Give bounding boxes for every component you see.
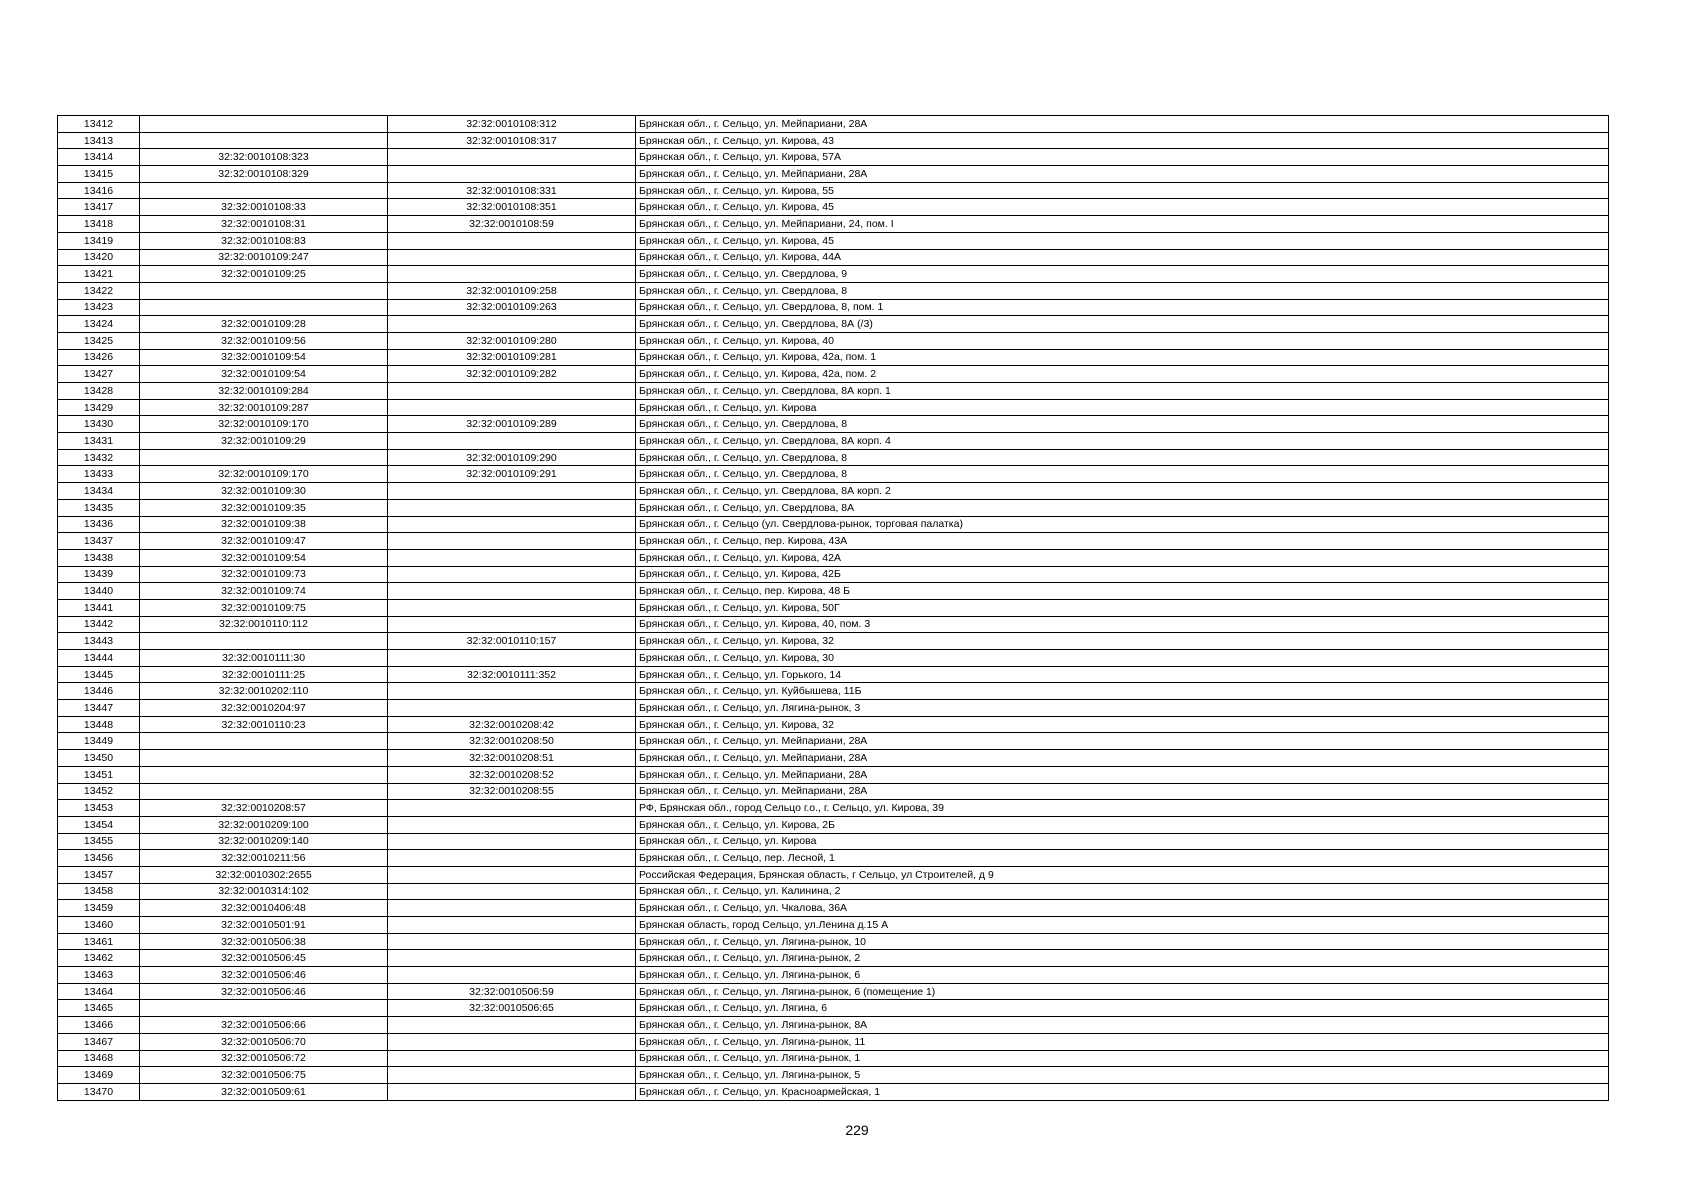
cadastral-number-cell: 32:32:0010109:28 (140, 316, 388, 333)
table-row (58, 566, 1609, 583)
related-cadastral-number-cell (388, 883, 636, 900)
related-cadastral-number-cell (388, 900, 636, 917)
table-row (58, 266, 1609, 283)
address-cell: Брянская обл., г. Сельцо, ул. Кирова, 50Г (636, 599, 1609, 616)
cadastral-number-cell: 32:32:0010506:70 (140, 1033, 388, 1050)
related-cadastral-number-cell (388, 1050, 636, 1067)
row-number-cell: 13422 (58, 282, 140, 299)
row-number-cell: 13440 (58, 583, 140, 600)
address-cell: Брянская обл., г. Сельцо, ул. Кирова, 42а, пом. 2 (636, 366, 1609, 383)
address-cell: Брянская область, город Сельцо, ул.Ленина д.15 А (636, 917, 1609, 934)
row-number-cell: 13453 (58, 800, 140, 817)
table-row (58, 199, 1609, 216)
row-number-cell: 13452 (58, 783, 140, 800)
cadastral-number-cell: 32:32:0010109:54 (140, 349, 388, 366)
related-cadastral-number-cell: 32:32:0010109:280 (388, 332, 636, 349)
table-row (58, 466, 1609, 483)
row-number-cell: 13467 (58, 1033, 140, 1050)
related-cadastral-number-cell: 32:32:0010111:352 (388, 666, 636, 683)
cadastral-number-cell: 32:32:0010109:38 (140, 516, 388, 533)
property-registry-table (57, 115, 1609, 1101)
cadastral-number-cell: 32:32:0010109:74 (140, 583, 388, 600)
row-number-cell: 13434 (58, 483, 140, 500)
address-cell: Брянская обл., г. Сельцо, ул. Кирова, 45 (636, 232, 1609, 249)
cadastral-number-cell: 32:32:0010109:73 (140, 566, 388, 583)
row-number-cell: 13428 (58, 383, 140, 400)
cadastral-number-cell: 32:32:0010506:46 (140, 983, 388, 1000)
row-number-cell: 13432 (58, 449, 140, 466)
address-cell: Брянская обл., г. Сельцо, пер. Кирова, 43А (636, 533, 1609, 550)
table-row (58, 366, 1609, 383)
cadastral-number-cell: 32:32:0010501:91 (140, 917, 388, 934)
related-cadastral-number-cell (388, 1033, 636, 1050)
cadastral-number-cell: 32:32:0010506:46 (140, 967, 388, 984)
related-cadastral-number-cell: 32:32:0010208:50 (388, 733, 636, 750)
related-cadastral-number-cell: 32:32:0010506:65 (388, 1000, 636, 1017)
related-cadastral-number-cell (388, 266, 636, 283)
address-cell: Брянская обл., г. Сельцо, ул. Мейпариани, 28А (636, 166, 1609, 183)
address-cell: Брянская обл., г. Сельцо, ул. Кирова, 42а, пом. 1 (636, 349, 1609, 366)
table-row (58, 399, 1609, 416)
cadastral-number-cell (140, 733, 388, 750)
row-number-cell: 13438 (58, 549, 140, 566)
row-number-cell: 13421 (58, 266, 140, 283)
cadastral-number-cell: 32:32:0010506:75 (140, 1067, 388, 1084)
address-cell: Брянская обл., г. Сельцо, ул. Свердлова, 8 (636, 416, 1609, 433)
table-row (58, 683, 1609, 700)
related-cadastral-number-cell (388, 933, 636, 950)
address-cell: Брянская обл., г. Сельцо, пер. Лесной, 1 (636, 850, 1609, 867)
table-row (58, 616, 1609, 633)
address-cell: Брянская обл., г. Сельцо, ул. Калинина, 2 (636, 883, 1609, 900)
related-cadastral-number-cell (388, 683, 636, 700)
related-cadastral-number-cell (388, 1067, 636, 1084)
related-cadastral-number-cell (388, 917, 636, 934)
table-row (58, 499, 1609, 516)
table-row (58, 249, 1609, 266)
table-row (58, 416, 1609, 433)
address-cell: Брянская обл., г. Сельцо, ул. Свердлова, 9 (636, 266, 1609, 283)
row-number-cell: 13429 (58, 399, 140, 416)
row-number-cell: 13468 (58, 1050, 140, 1067)
address-cell: Брянская обл., г. Сельцо, ул. Свердлова, 8 (636, 282, 1609, 299)
address-cell: Брянская обл., г. Сельцо, ул. Кирова, 40 (636, 332, 1609, 349)
cadastral-number-cell: 32:32:0010406:48 (140, 900, 388, 917)
row-number-cell: 13469 (58, 1067, 140, 1084)
related-cadastral-number-cell (388, 650, 636, 667)
row-number-cell: 13445 (58, 666, 140, 683)
related-cadastral-number-cell (388, 599, 636, 616)
table-row (58, 1067, 1609, 1084)
address-cell: Брянская обл., г. Сельцо, ул. Кирова, 32 (636, 633, 1609, 650)
row-number-cell: 13457 (58, 866, 140, 883)
cadastral-number-cell: 32:32:0010506:38 (140, 933, 388, 950)
cadastral-number-cell (140, 449, 388, 466)
table-row (58, 633, 1609, 650)
cadastral-number-cell (140, 750, 388, 767)
cadastral-number-cell: 32:32:0010108:33 (140, 199, 388, 216)
row-number-cell: 13447 (58, 700, 140, 717)
address-cell: Брянская обл., г. Сельцо, ул. Лягина-рынок, 6 (помещение 1) (636, 983, 1609, 1000)
related-cadastral-number-cell (388, 483, 636, 500)
address-cell: Брянская обл., г. Сельцо, ул. Кирова, 43 (636, 132, 1609, 149)
row-number-cell: 13461 (58, 933, 140, 950)
row-number-cell: 13413 (58, 132, 140, 149)
cadastral-number-cell: 32:32:0010108:83 (140, 232, 388, 249)
related-cadastral-number-cell (388, 1017, 636, 1034)
related-cadastral-number-cell: 32:32:0010109:289 (388, 416, 636, 433)
address-cell: Брянская обл., г. Сельцо, ул. Свердлова, 8 (636, 466, 1609, 483)
address-cell: Брянская обл., г. Сельцо, ул. Кирова, 32 (636, 716, 1609, 733)
address-cell: Брянская обл., г. Сельцо, ул. Свердлова, 8А корп. 1 (636, 383, 1609, 400)
cadastral-number-cell: 32:32:0010108:329 (140, 166, 388, 183)
related-cadastral-number-cell (388, 967, 636, 984)
row-number-cell: 13425 (58, 332, 140, 349)
row-number-cell: 13455 (58, 833, 140, 850)
related-cadastral-number-cell (388, 833, 636, 850)
cadastral-number-cell: 32:32:0010108:31 (140, 216, 388, 233)
row-number-cell: 13431 (58, 433, 140, 450)
row-number-cell: 13446 (58, 683, 140, 700)
row-number-cell: 13433 (58, 466, 140, 483)
row-number-cell: 13443 (58, 633, 140, 650)
row-number-cell: 13466 (58, 1017, 140, 1034)
table-row (58, 149, 1609, 166)
cadastral-number-cell (140, 282, 388, 299)
address-cell: Брянская обл., г. Сельцо, ул. Мейпариани, 28А (636, 766, 1609, 783)
row-number-cell: 13454 (58, 816, 140, 833)
row-number-cell: 13459 (58, 900, 140, 917)
cadastral-number-cell: 32:32:0010109:247 (140, 249, 388, 266)
row-number-cell: 13470 (58, 1083, 140, 1100)
cadastral-number-cell: 32:32:0010506:45 (140, 950, 388, 967)
address-cell: Брянская обл., г. Сельцо, пер. Кирова, 48 Б (636, 583, 1609, 600)
cadastral-number-cell: 32:32:0010208:57 (140, 800, 388, 817)
table-row (58, 1050, 1609, 1067)
related-cadastral-number-cell: 32:32:0010506:59 (388, 983, 636, 1000)
table-row (58, 282, 1609, 299)
address-cell: Брянская обл., г. Сельцо, ул. Красноармейская, 1 (636, 1083, 1609, 1100)
row-number-cell: 13456 (58, 850, 140, 867)
table-row (58, 866, 1609, 883)
address-cell: Брянская обл., г. Сельцо, ул. Лягина-рынок, 10 (636, 933, 1609, 950)
related-cadastral-number-cell: 32:32:0010108:351 (388, 199, 636, 216)
row-number-cell: 13442 (58, 616, 140, 633)
address-cell: Брянская обл., г. Сельцо, ул. Свердлова, 8А корп. 4 (636, 433, 1609, 450)
related-cadastral-number-cell (388, 166, 636, 183)
row-number-cell: 13458 (58, 883, 140, 900)
cadastral-number-cell: 32:32:0010209:100 (140, 816, 388, 833)
cadastral-number-cell: 32:32:0010109:170 (140, 466, 388, 483)
table-row (58, 967, 1609, 984)
address-cell: Брянская обл., г. Сельцо, ул. Кирова, 40, пом. 3 (636, 616, 1609, 633)
cadastral-number-cell: 32:32:0010506:66 (140, 1017, 388, 1034)
address-cell: Брянская обл., г. Сельцо, ул. Куйбышева, 11Б (636, 683, 1609, 700)
address-cell: Брянская обл., г. Сельцо, ул. Свердлова, 8, пом. 1 (636, 299, 1609, 316)
address-cell: Брянская обл., г. Сельцо, ул. Горького, 14 (636, 666, 1609, 683)
cadastral-number-cell: 32:32:0010109:30 (140, 483, 388, 500)
cadastral-number-cell: 32:32:0010314:102 (140, 883, 388, 900)
related-cadastral-number-cell: 32:32:0010109:258 (388, 282, 636, 299)
address-cell: Брянская обл., г. Сельцо, ул. Кирова, 55 (636, 182, 1609, 199)
row-number-cell: 13423 (58, 299, 140, 316)
address-cell: Брянская обл., г. Сельцо, ул. Свердлова, 8А корп. 2 (636, 483, 1609, 500)
table-row (58, 299, 1609, 316)
row-number-cell: 13463 (58, 967, 140, 984)
related-cadastral-number-cell (388, 516, 636, 533)
table-row (58, 833, 1609, 850)
row-number-cell: 13437 (58, 533, 140, 550)
table-row (58, 383, 1609, 400)
cadastral-number-cell (140, 132, 388, 149)
address-cell: Брянская обл., г. Сельцо, ул. Кирова (636, 833, 1609, 850)
table-row (58, 533, 1609, 550)
cadastral-number-cell: 32:32:0010110:112 (140, 616, 388, 633)
address-cell: Брянская обл., г. Сельцо, ул. Мейпариани, 24, пом. I (636, 216, 1609, 233)
row-number-cell: 13444 (58, 650, 140, 667)
table-row (58, 132, 1609, 149)
table-row (58, 1000, 1609, 1017)
table-row (58, 650, 1609, 667)
table-row (58, 316, 1609, 333)
page-number: 229 (845, 1122, 869, 1138)
related-cadastral-number-cell (388, 566, 636, 583)
cadastral-number-cell: 32:32:0010109:35 (140, 499, 388, 516)
table-row (58, 349, 1609, 366)
cadastral-number-cell: 32:32:0010109:287 (140, 399, 388, 416)
table-row (58, 700, 1609, 717)
table-row (58, 332, 1609, 349)
cadastral-number-cell: 32:32:0010109:54 (140, 549, 388, 566)
related-cadastral-number-cell (388, 850, 636, 867)
related-cadastral-number-cell: 32:32:0010109:290 (388, 449, 636, 466)
table-row (58, 182, 1609, 199)
address-cell: Брянская обл., г. Сельцо, ул. Лягина-рынок, 1 (636, 1050, 1609, 1067)
row-number-cell: 13426 (58, 349, 140, 366)
related-cadastral-number-cell (388, 499, 636, 516)
address-cell: Брянская обл., г. Сельцо, ул. Чкалова, 36А (636, 900, 1609, 917)
row-number-cell: 13424 (58, 316, 140, 333)
row-number-cell: 13441 (58, 599, 140, 616)
address-cell: Брянская обл., г. Сельцо, ул. Кирова, 57А (636, 149, 1609, 166)
row-number-cell: 13435 (58, 499, 140, 516)
table-row (58, 166, 1609, 183)
table-row (58, 483, 1609, 500)
cadastral-number-cell (140, 116, 388, 133)
related-cadastral-number-cell: 32:32:0010108:317 (388, 132, 636, 149)
cadastral-number-cell (140, 299, 388, 316)
address-cell: Брянская обл., г. Сельцо, ул. Кирова, 45 (636, 199, 1609, 216)
address-cell: Брянская обл., г. Сельцо, ул. Лягина-рынок, 5 (636, 1067, 1609, 1084)
row-number-cell: 13465 (58, 1000, 140, 1017)
table-row (58, 900, 1609, 917)
cadastral-number-cell: 32:32:0010109:75 (140, 599, 388, 616)
row-number-cell: 13449 (58, 733, 140, 750)
address-cell: Брянская обл., г. Сельцо, ул. Кирова, 2Б (636, 816, 1609, 833)
row-number-cell: 13464 (58, 983, 140, 1000)
address-cell: Брянская обл., г. Сельцо, ул. Свердлова, 8А (/3) (636, 316, 1609, 333)
table-row (58, 433, 1609, 450)
table-row (58, 983, 1609, 1000)
related-cadastral-number-cell: 32:32:0010108:312 (388, 116, 636, 133)
related-cadastral-number-cell (388, 1083, 636, 1100)
table-row (58, 883, 1609, 900)
cadastral-number-cell: 32:32:0010111:25 (140, 666, 388, 683)
row-number-cell: 13430 (58, 416, 140, 433)
related-cadastral-number-cell (388, 383, 636, 400)
row-number-cell: 13439 (58, 566, 140, 583)
table-row (58, 599, 1609, 616)
row-number-cell: 13451 (58, 766, 140, 783)
cadastral-number-cell: 32:32:0010110:23 (140, 716, 388, 733)
address-cell: Брянская обл., г. Сельцо, ул. Лягина-рынок, 8А (636, 1017, 1609, 1034)
related-cadastral-number-cell: 32:32:0010208:55 (388, 783, 636, 800)
related-cadastral-number-cell: 32:32:0010109:263 (388, 299, 636, 316)
table-row (58, 850, 1609, 867)
address-cell: Брянская обл., г. Сельцо, ул. Кирова (636, 399, 1609, 416)
address-cell: Брянская обл., г. Сельцо, ул. Мейпариани, 28А (636, 116, 1609, 133)
table-row (58, 449, 1609, 466)
related-cadastral-number-cell (388, 549, 636, 566)
address-cell: Брянская обл., г. Сельцо, ул. Лягина-рынок, 2 (636, 950, 1609, 967)
related-cadastral-number-cell (388, 316, 636, 333)
table-row (58, 800, 1609, 817)
cadastral-number-cell (140, 182, 388, 199)
address-cell: Брянская обл., г. Сельцо, ул. Кирова, 30 (636, 650, 1609, 667)
related-cadastral-number-cell: 32:32:0010108:59 (388, 216, 636, 233)
table-row (58, 516, 1609, 533)
row-number-cell: 13427 (58, 366, 140, 383)
table-row (58, 583, 1609, 600)
related-cadastral-number-cell: 32:32:0010208:42 (388, 716, 636, 733)
address-cell: Брянская обл., г. Сельцо, ул. Мейпариани, 28А (636, 733, 1609, 750)
table-row (58, 1017, 1609, 1034)
address-cell: Брянская обл., г. Сельцо (ул. Свердлова-рынок, торговая палатка) (636, 516, 1609, 533)
related-cadastral-number-cell (388, 149, 636, 166)
address-cell: Брянская обл., г. Сельцо, ул. Кирова, 44А (636, 249, 1609, 266)
related-cadastral-number-cell (388, 800, 636, 817)
cadastral-number-cell: 32:32:0010109:170 (140, 416, 388, 433)
row-number-cell: 13416 (58, 182, 140, 199)
related-cadastral-number-cell (388, 816, 636, 833)
related-cadastral-number-cell (388, 583, 636, 600)
cadastral-number-cell: 32:32:0010302:2655 (140, 866, 388, 883)
row-number-cell: 13462 (58, 950, 140, 967)
table-row (58, 933, 1609, 950)
table-row (58, 816, 1609, 833)
row-number-cell: 13414 (58, 149, 140, 166)
address-cell: Брянская обл., г. Сельцо, ул. Мейпариани, 28А (636, 750, 1609, 767)
cadastral-number-cell: 32:32:0010509:61 (140, 1083, 388, 1100)
cadastral-number-cell: 32:32:0010109:25 (140, 266, 388, 283)
address-cell: Брянская обл., г. Сельцо, ул. Лягина-рынок, 6 (636, 967, 1609, 984)
related-cadastral-number-cell (388, 616, 636, 633)
table-row (58, 1033, 1609, 1050)
table-row (58, 666, 1609, 683)
cadastral-number-cell: 32:32:0010109:54 (140, 366, 388, 383)
table-row (58, 116, 1609, 133)
cadastral-number-cell (140, 783, 388, 800)
row-number-cell: 13418 (58, 216, 140, 233)
related-cadastral-number-cell: 32:32:0010208:52 (388, 766, 636, 783)
address-cell: Брянская обл., г. Сельцо, ул. Кирова, 42А (636, 549, 1609, 566)
row-number-cell: 13420 (58, 249, 140, 266)
cadastral-number-cell (140, 766, 388, 783)
cadastral-number-cell (140, 1000, 388, 1017)
row-number-cell: 13417 (58, 199, 140, 216)
row-number-cell: 13412 (58, 116, 140, 133)
related-cadastral-number-cell: 32:32:0010208:51 (388, 750, 636, 767)
related-cadastral-number-cell (388, 533, 636, 550)
related-cadastral-number-cell: 32:32:0010109:281 (388, 349, 636, 366)
table-row (58, 549, 1609, 566)
row-number-cell: 13415 (58, 166, 140, 183)
cadastral-number-cell: 32:32:0010506:72 (140, 1050, 388, 1067)
address-cell: Брянская обл., г. Сельцо, ул. Свердлова, 8 (636, 449, 1609, 466)
table-row (58, 766, 1609, 783)
address-cell: Брянская обл., г. Сельцо, ул. Лягина-рынок, 3 (636, 700, 1609, 717)
row-number-cell: 13419 (58, 232, 140, 249)
table-row (58, 917, 1609, 934)
related-cadastral-number-cell (388, 249, 636, 266)
table-row (58, 750, 1609, 767)
address-cell: Брянская обл., г. Сельцо, ул. Лягина, 6 (636, 1000, 1609, 1017)
row-number-cell: 13460 (58, 917, 140, 934)
table-row (58, 216, 1609, 233)
related-cadastral-number-cell: 32:32:0010108:331 (388, 182, 636, 199)
registry-table-body (58, 116, 1609, 1101)
cadastral-number-cell (140, 633, 388, 650)
cadastral-number-cell: 32:32:0010109:56 (140, 332, 388, 349)
related-cadastral-number-cell (388, 700, 636, 717)
address-cell: Российская Федерация, Брянская область, г Сельцо, ул Строителей, д 9 (636, 866, 1609, 883)
cadastral-number-cell: 32:32:0010111:30 (140, 650, 388, 667)
table-row (58, 232, 1609, 249)
related-cadastral-number-cell (388, 950, 636, 967)
address-cell: Брянская обл., г. Сельцо, ул. Свердлова, 8А (636, 499, 1609, 516)
related-cadastral-number-cell: 32:32:0010109:282 (388, 366, 636, 383)
table-row (58, 716, 1609, 733)
cadastral-number-cell: 32:32:0010109:29 (140, 433, 388, 450)
table-row (58, 1083, 1609, 1100)
row-number-cell: 13436 (58, 516, 140, 533)
related-cadastral-number-cell: 32:32:0010109:291 (388, 466, 636, 483)
row-number-cell: 13450 (58, 750, 140, 767)
address-cell: РФ, Брянская обл., город Сельцо г.о., г. Сельцо, ул. Кирова, 39 (636, 800, 1609, 817)
related-cadastral-number-cell: 32:32:0010110:157 (388, 633, 636, 650)
cadastral-number-cell: 32:32:0010211:56 (140, 850, 388, 867)
cadastral-number-cell: 32:32:0010209:140 (140, 833, 388, 850)
address-cell: Брянская обл., г. Сельцо, ул. Мейпариани, 28А (636, 783, 1609, 800)
related-cadastral-number-cell (388, 433, 636, 450)
cadastral-number-cell: 32:32:0010202:110 (140, 683, 388, 700)
address-cell: Брянская обл., г. Сельцо, ул. Кирова, 42Б (636, 566, 1609, 583)
cadastral-number-cell: 32:32:0010109:284 (140, 383, 388, 400)
cadastral-number-cell: 32:32:0010204:97 (140, 700, 388, 717)
related-cadastral-number-cell (388, 232, 636, 249)
cadastral-number-cell: 32:32:0010109:47 (140, 533, 388, 550)
related-cadastral-number-cell (388, 866, 636, 883)
table-row (58, 950, 1609, 967)
table-row (58, 733, 1609, 750)
related-cadastral-number-cell (388, 399, 636, 416)
row-number-cell: 13448 (58, 716, 140, 733)
cadastral-number-cell: 32:32:0010108:323 (140, 149, 388, 166)
address-cell: Брянская обл., г. Сельцо, ул. Лягина-рынок, 11 (636, 1033, 1609, 1050)
table-row (58, 783, 1609, 800)
